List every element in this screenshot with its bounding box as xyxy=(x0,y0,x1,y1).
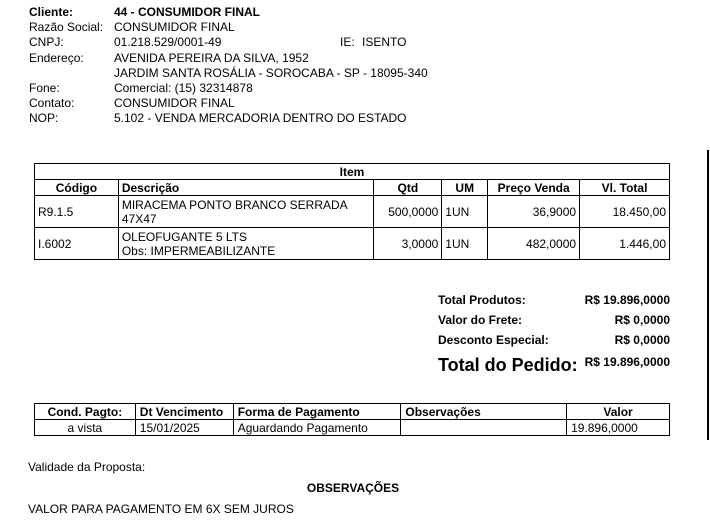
table-row xyxy=(35,420,670,436)
nop-value: 5.102 - VENDA MERCADORIA DENTRO DO ESTADO xyxy=(114,111,407,126)
pay-forma: Aguardando Pagamento xyxy=(233,420,401,436)
desconto-value: R$ 0,0000 xyxy=(614,333,670,347)
item-desc-line1: MIRACEMA PONTO BRANCO SERRADA xyxy=(121,197,348,212)
items-table xyxy=(34,163,670,260)
item-total: 18.450,00 xyxy=(580,196,670,228)
col-preco-venda: Preço Venda xyxy=(488,180,580,196)
razao-social-label: Razão Social: xyxy=(29,20,104,35)
col-codigo: Código xyxy=(35,180,119,196)
pay-valor: 19.896,0000 xyxy=(567,420,670,436)
total-produtos-value: R$ 19.896,0000 xyxy=(584,293,670,307)
items-title-row xyxy=(35,164,670,180)
ie-value: ISENTO xyxy=(362,35,407,50)
totals-block xyxy=(438,290,670,378)
item-um: 1UN xyxy=(442,196,488,228)
col-vl-total: Vl. Total xyxy=(580,180,670,196)
cnpj-label: CNPJ: xyxy=(29,35,64,50)
cliente-value: 44 - CONSUMIDOR FINAL xyxy=(114,5,261,19)
item-um: 1UN xyxy=(442,228,488,260)
pay-obs xyxy=(401,420,567,436)
items-header-row xyxy=(35,180,670,196)
validade-proposta: Validade da Proposta: xyxy=(28,460,146,474)
cliente-label: Cliente: xyxy=(29,5,74,19)
table-row xyxy=(35,196,670,228)
col-cond-pagto: Cond. Pagto: xyxy=(35,404,136,420)
payment-header-row xyxy=(35,404,670,420)
fone-label: Fone: xyxy=(29,80,60,95)
item-qtd: 500,0000 xyxy=(374,196,442,228)
items-table-title: Item xyxy=(35,164,670,180)
desconto-row xyxy=(438,330,670,350)
endereco-label: Endereço: xyxy=(29,50,84,65)
item-preco: 36,9000 xyxy=(488,196,580,228)
page-edge-line xyxy=(707,150,709,440)
razao-social-value: CONSUMIDOR FINAL xyxy=(114,20,235,35)
pay-vencimento: 15/01/2025 xyxy=(135,420,233,436)
nop-label: NOP: xyxy=(29,111,59,126)
observacoes-text: VALOR PARA PAGAMENTO EM 6X SEM JUROS xyxy=(28,502,294,516)
item-codigo: R9.1.5 xyxy=(35,196,119,228)
total-produtos-label: Total Produtos: xyxy=(438,293,526,307)
total-produtos-row xyxy=(438,290,670,310)
item-codigo: I.6002 xyxy=(35,228,119,260)
desconto-label: Desconto Especial: xyxy=(438,333,549,347)
endereco-line1: AVENIDA PEREIRA DA SILVA, 1952 xyxy=(114,50,309,65)
observacoes-title: OBSERVAÇÕES xyxy=(306,481,400,495)
item-desc-line1: OLEOFUGANTE 5 LTS xyxy=(121,229,247,244)
col-descricao: Descrição xyxy=(118,180,374,196)
ie-label: IE: xyxy=(340,35,355,50)
item-desc-line2: Obs: IMPERMEABILIZANTE xyxy=(121,243,276,258)
endereco-line2: JARDIM SANTA ROSÁLIA - SOROCABA - SP - 18095-340 xyxy=(114,65,428,80)
table-row xyxy=(35,228,670,260)
item-preco: 482,0000 xyxy=(488,228,580,260)
contato-label: Contato: xyxy=(29,96,75,111)
item-desc-line2: 47X47 xyxy=(121,211,157,226)
item-total: 1.446,00 xyxy=(580,228,670,260)
item-descricao xyxy=(118,196,374,228)
valor-frete-label: Valor do Frete: xyxy=(438,313,523,327)
pay-cond: a vista xyxy=(35,420,136,436)
valor-frete-row xyxy=(438,310,670,330)
col-qtd: Qtd xyxy=(374,180,442,196)
col-valor: Valor xyxy=(567,404,670,420)
col-um: UM xyxy=(442,180,488,196)
payment-table xyxy=(34,403,670,436)
total-pedido-value: R$ 19.896,0000 xyxy=(584,355,670,369)
item-descricao xyxy=(118,228,374,260)
total-pedido-label: Total do Pedido: xyxy=(438,355,578,375)
fone-value: Comercial: (15) 32314878 xyxy=(114,80,253,95)
col-forma-pagamento: Forma de Pagamento xyxy=(233,404,401,420)
contato-value: CONSUMIDOR FINAL xyxy=(114,96,235,111)
col-dt-vencimento: Dt Vencimento xyxy=(135,404,233,420)
total-pedido-row xyxy=(438,352,670,378)
col-observacoes: Observações xyxy=(401,404,567,420)
cnpj-value: 01.218.529/0001-49 xyxy=(114,35,222,50)
valor-frete-value: R$ 0,0000 xyxy=(614,313,670,327)
item-qtd: 3,0000 xyxy=(374,228,442,260)
